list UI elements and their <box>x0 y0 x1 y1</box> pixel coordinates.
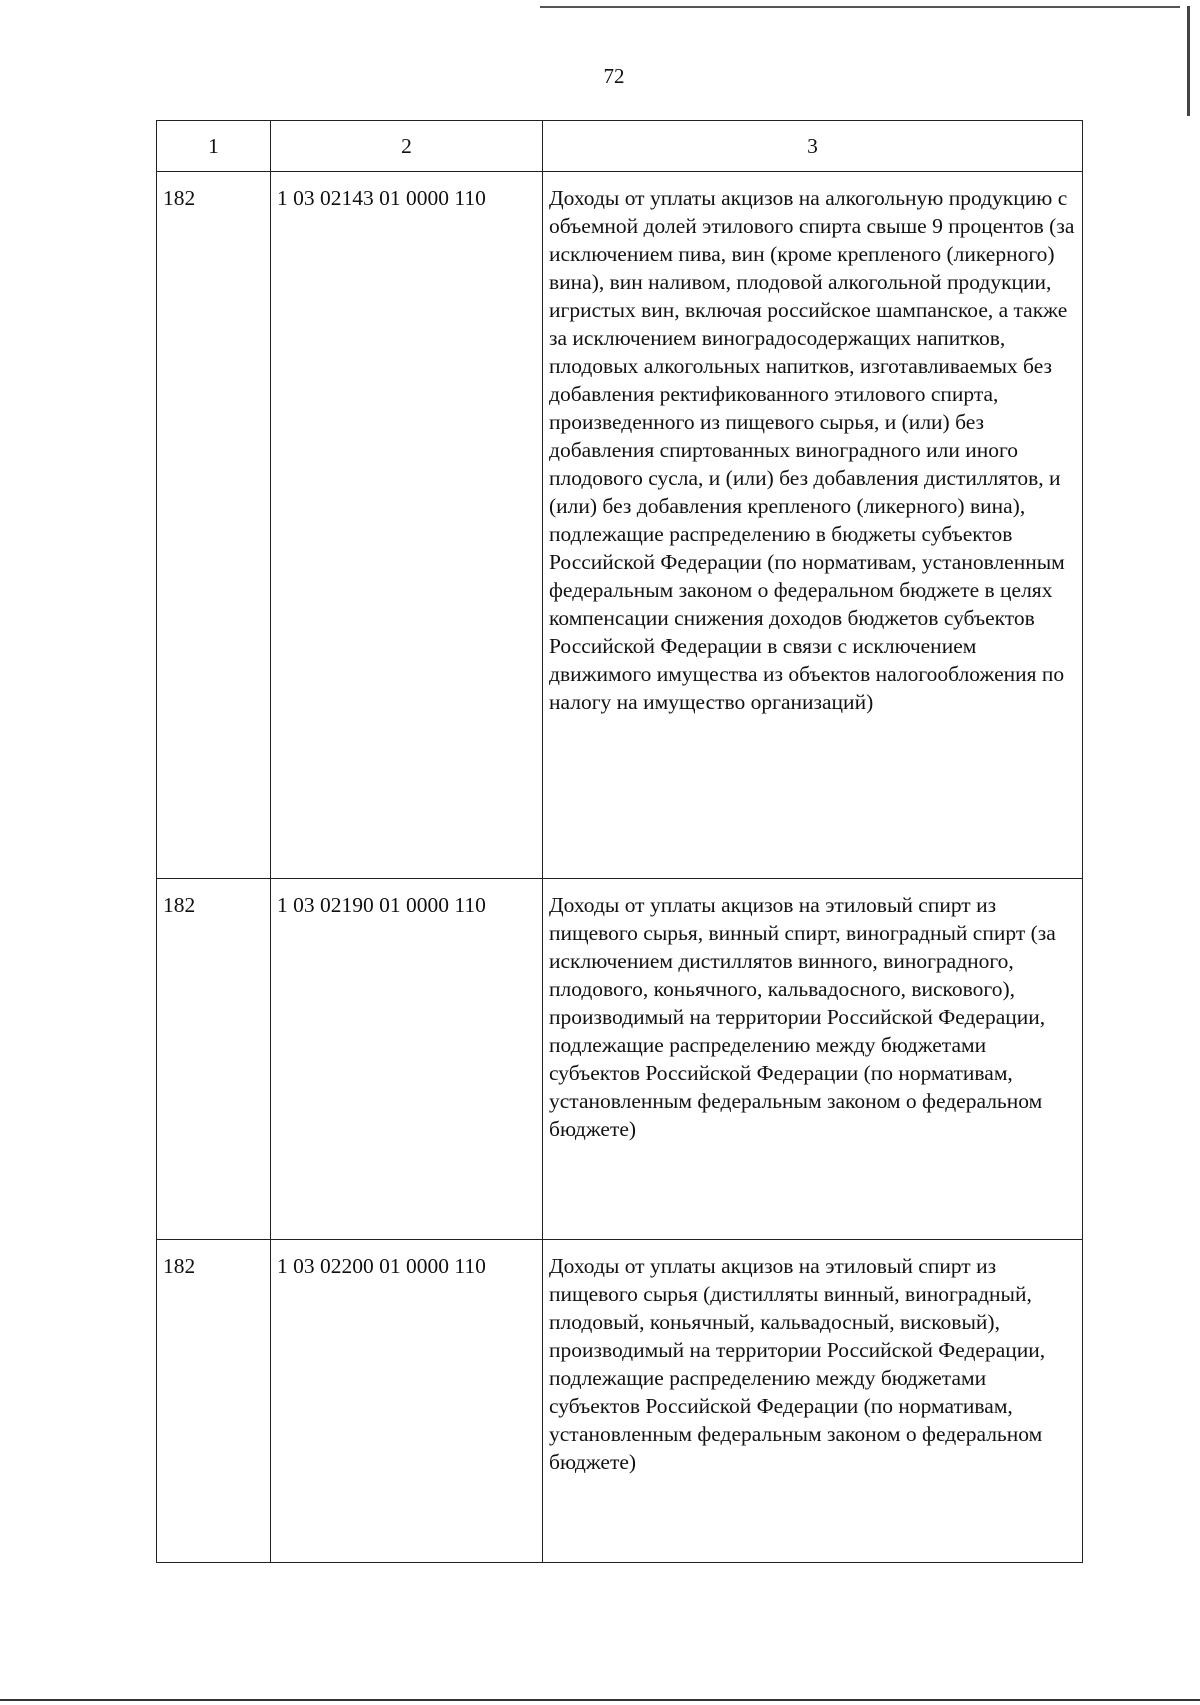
kbk-cell <box>271 172 543 879</box>
kbk-cell <box>271 879 543 1240</box>
admin-code: 182 <box>163 893 196 917</box>
kbk-code: 1 03 02143 01 0000 110 <box>277 186 486 210</box>
description-cell <box>543 1240 1083 1563</box>
column-header-1: 1 <box>157 121 271 172</box>
scan-edge-bottom <box>0 1699 1200 1701</box>
admin-code: 182 <box>163 1254 196 1278</box>
scan-edge-top <box>540 6 1180 8</box>
admin-code-cell <box>157 879 271 1240</box>
scan-edge-right <box>1187 6 1190 116</box>
table-row <box>157 172 1083 879</box>
kbk-cell <box>271 1240 543 1563</box>
column-header-2: 2 <box>271 121 543 172</box>
admin-code-cell <box>157 1240 271 1563</box>
description-cell <box>543 172 1083 879</box>
table-header-row <box>157 121 1083 172</box>
income-description: Доходы от уплаты акцизов на алкогольную продукцию с объемной долей этилового спирта свыше 9 процентов (за исключением пива, вин (кроме крепленого (ликерного) вина), вин наливом, плодовой алкогольной продукции, игристых вин, включая российское шампанское, а также за исключением виноградосодержащих напитков, плодовых алкогольных напитков, изготавливаемых без добавления ректификованного этилового спирта, произведенного из пищевого сырья, и (или) без добавления спиртованных виноградного или иного плодового сусла, и (или) без добавления дистиллятов, и (или) без добавления крепленого (ликерного) вина), подлежащие распределению в бюджеты субъектов Российской Федерации (по нормативам, установленным федеральным законом о федеральном бюджете в целях компенсации снижения доходов бюджетов субъектов Российской Федерации в связи с исключением движимого имущества из объектов налогообложения по налогу на имущество организаций) <box>549 186 1075 714</box>
page-number: 72 <box>603 64 625 88</box>
admin-code: 182 <box>163 186 196 210</box>
kbk-code: 1 03 02190 01 0000 110 <box>277 893 486 917</box>
income-description: Доходы от уплаты акцизов на этиловый спирт из пищевого сырья, винный спирт, виноградный спирт (за исключением дистиллятов винного, виноградного, плодового, коньячного, кальвадосного, вискового), производимый на территории Российской Федерации, подлежащие распределению между бюджетами субъектов Российской Федерации (по нормативам, установленным федеральным законом о федеральном бюджете) <box>549 893 1056 1141</box>
table-row <box>157 879 1083 1240</box>
column-header-3: 3 <box>543 121 1083 172</box>
kbk-code: 1 03 02200 01 0000 110 <box>277 1254 486 1278</box>
admin-code-cell <box>157 172 271 879</box>
table-row <box>157 1240 1083 1563</box>
budget-classification-table <box>156 120 1083 1563</box>
description-cell <box>543 879 1083 1240</box>
income-description: Доходы от уплаты акцизов на этиловый спирт из пищевого сырья (дистилляты винный, виноградный, плодовый, коньячный, кальвадосный, висковый), производимый на территории Российской Федерации, подлежащие распределению между бюджетами субъектов Российской Федерации (по нормативам, установленным федеральным законом о федеральном бюджете) <box>549 1254 1046 1474</box>
